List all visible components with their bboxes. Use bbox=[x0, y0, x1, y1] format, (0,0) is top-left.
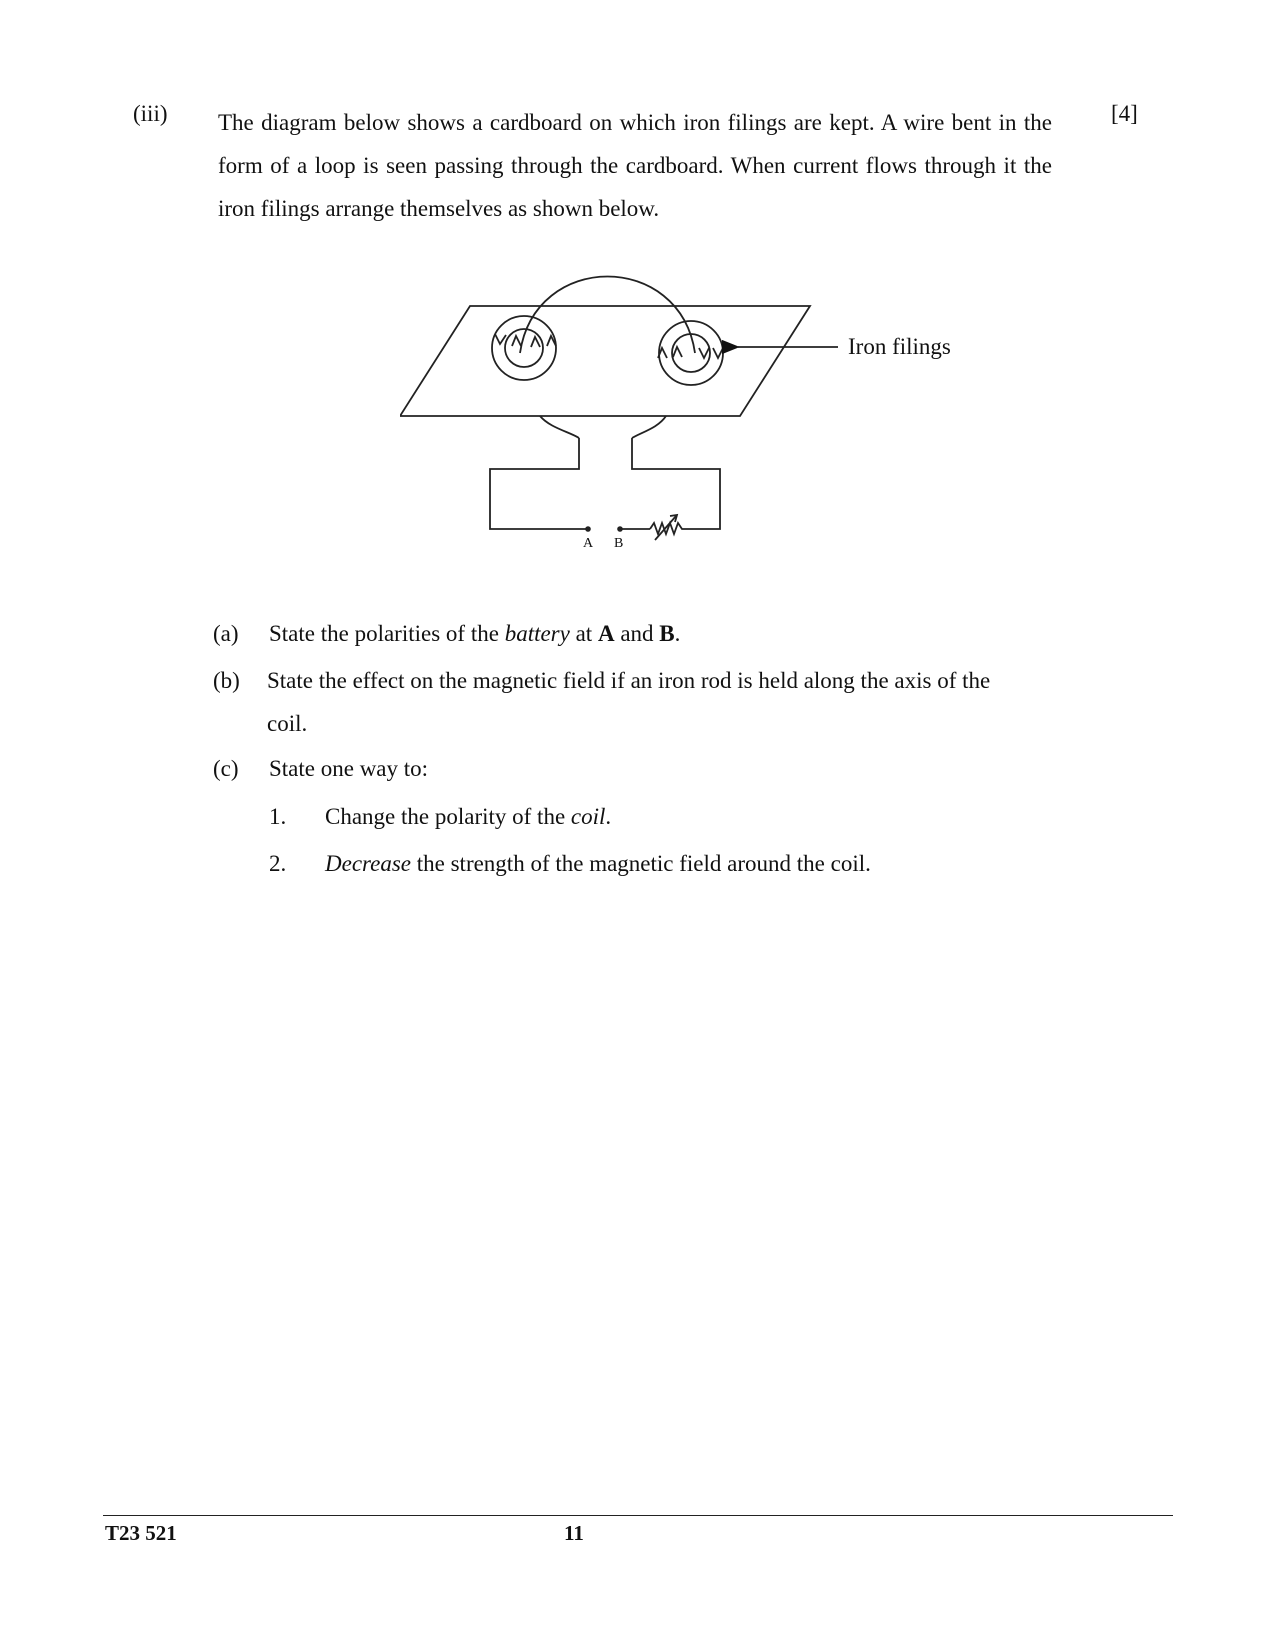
item-text: Change the polarity of the coil. bbox=[325, 804, 612, 829]
terminal-a-dot bbox=[585, 526, 591, 532]
question-number: (iii) bbox=[133, 101, 168, 126]
part-b bbox=[213, 659, 1113, 745]
part-c bbox=[213, 747, 1113, 790]
filings-ring-right-inner bbox=[672, 334, 710, 372]
ring-arrow bbox=[673, 347, 682, 357]
wire-loop-top bbox=[520, 277, 695, 354]
rheostat bbox=[650, 523, 684, 534]
filings-ring-left-outer bbox=[492, 316, 556, 380]
part-c-text: State one way to: bbox=[269, 756, 429, 781]
part-c-item-2 bbox=[269, 851, 1069, 881]
footer-rule bbox=[103, 1515, 1173, 1516]
ring-arrow bbox=[713, 348, 723, 358]
question-stem: The diagram below shows a cardboard on which iron filings are kept. A wire bent in the form of a loop is seen passing through the cardboard. When current flows through it the iron filings arrange themselves as shown below. bbox=[218, 110, 1052, 221]
filings-ring-right-outer bbox=[659, 321, 723, 385]
paper-code: T23 521 bbox=[105, 1521, 177, 1545]
circuit-wire bbox=[490, 438, 588, 529]
electromagnet-diagram bbox=[400, 266, 980, 566]
part-c-label: (c) bbox=[213, 756, 239, 781]
cardboard bbox=[400, 306, 810, 416]
ring-arrow bbox=[699, 348, 709, 358]
part-a-text: State the polarities of the battery at A and B. bbox=[269, 621, 681, 646]
item-number: 1. bbox=[269, 804, 287, 829]
question-marks: [4] bbox=[1111, 101, 1138, 126]
ring-arrow bbox=[512, 336, 521, 346]
part-a-label: (a) bbox=[213, 621, 239, 646]
part-b-label: (b) bbox=[213, 668, 240, 693]
ring-arrow bbox=[495, 334, 506, 344]
part-b-line1: State the effect on the magnetic field if an iron rod is held along the axis of the bbox=[267, 668, 991, 693]
part-b-line2: coil. bbox=[267, 711, 308, 736]
page-number: 11 bbox=[564, 1521, 584, 1545]
terminal-a-label: A bbox=[583, 536, 594, 551]
terminal-b-dot bbox=[617, 526, 623, 532]
iron-filings-label: Iron filings bbox=[848, 334, 951, 359]
terminal-b-label: B bbox=[614, 536, 624, 551]
part-c-item-1 bbox=[269, 804, 1069, 834]
part-a bbox=[213, 612, 1113, 655]
wire-loop-bottom bbox=[540, 416, 579, 438]
item-number: 2. bbox=[269, 851, 287, 876]
ring-arrow bbox=[531, 337, 540, 347]
item-text: Decrease the strength of the magnetic field around the coil. bbox=[325, 851, 871, 876]
